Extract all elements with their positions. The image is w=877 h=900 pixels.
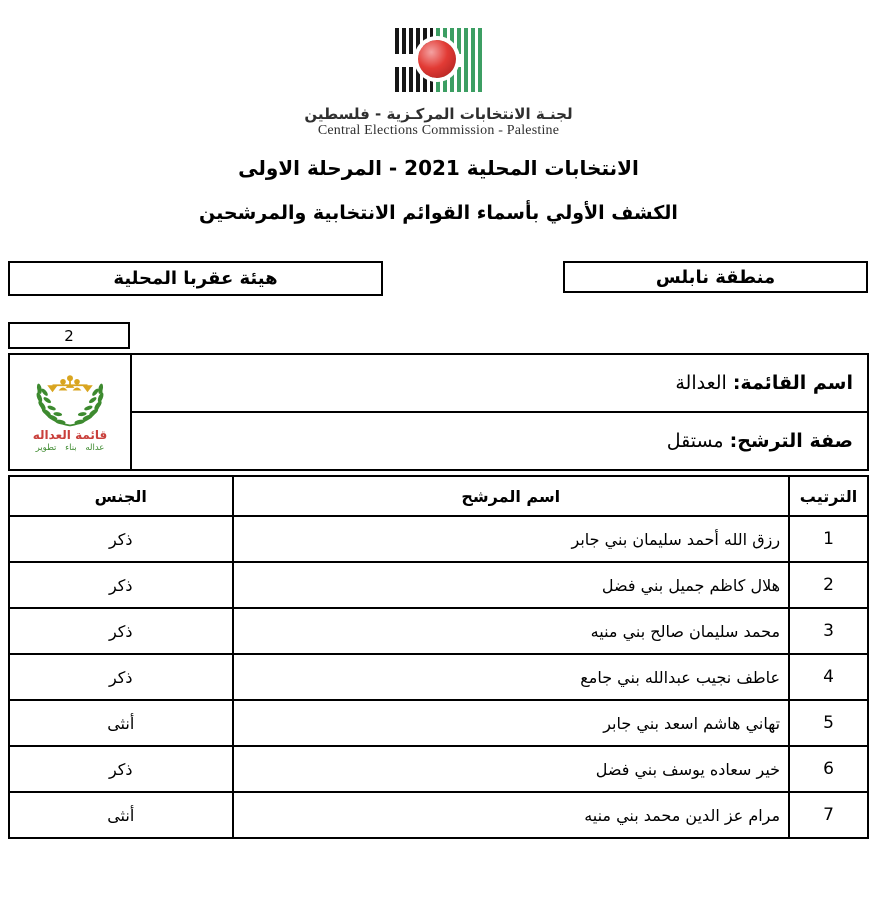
gender-cell: أنثى <box>9 792 233 838</box>
rank-cell: 5 <box>789 700 868 746</box>
document-subtitle: الكشف الأولي بأسماء القوائم الانتخابية والمرشحين <box>199 202 678 224</box>
commission-name-arabic: لجنـة الانتخابات المركـزية - فلسطين <box>304 105 573 123</box>
locality-box: هيئة عقربا المحلية <box>8 261 383 296</box>
list-name-label: اسم القائمة: <box>732 372 853 394</box>
gender-cell: ذكر <box>9 654 233 700</box>
rank-cell: 3 <box>789 608 868 654</box>
candidate-name-cell: تهاني هاشم اسعد بني جابر <box>233 700 790 746</box>
candidate-row <box>9 746 868 792</box>
candidacy-type-row <box>132 413 867 469</box>
candidate-row <box>9 562 868 608</box>
gender-cell: ذكر <box>9 562 233 608</box>
table-header-row <box>9 476 868 516</box>
list-number-box: 2 <box>8 322 130 349</box>
rank-cell: 6 <box>789 746 868 792</box>
name-column-header: اسم المرشح <box>233 476 790 516</box>
justice-list-logo-slogan: عداله بناء تطوير <box>35 443 105 454</box>
gender-cell: ذكر <box>9 608 233 654</box>
commission-name-english: Central Elections Commission - Palestine <box>317 123 560 138</box>
candidate-row <box>9 700 868 746</box>
gender-column-header: الجنس <box>9 476 233 516</box>
cec-logo-icon <box>395 28 483 92</box>
rank-cell: 7 <box>789 792 868 838</box>
candidate-name-cell: عاطف نجيب عبدالله بني جامع <box>233 654 790 700</box>
candidate-row <box>9 608 868 654</box>
district-box: منطقة نابلس <box>563 261 868 293</box>
candidate-row <box>9 516 868 562</box>
candidate-name-cell: رزق الله أحمد سليمان بني جابر <box>233 516 790 562</box>
list-info-rows <box>132 355 867 469</box>
candidate-name-cell: خير سعاده يوسف بني فضل <box>233 746 790 792</box>
list-name-value: العدالة <box>675 372 727 394</box>
document-title: الانتخابات المحلية 2021 - المرحلة الاولى <box>238 156 639 180</box>
candidacy-type-value: مستقل <box>666 430 724 452</box>
rank-column-header: الترتيب <box>789 476 868 516</box>
justice-wreath-icon <box>26 373 114 429</box>
candidate-row <box>9 792 868 838</box>
rank-cell: 4 <box>789 654 868 700</box>
candidate-name-cell: محمد سليمان صالح بني منيه <box>233 608 790 654</box>
justice-list-logo-cell <box>10 355 132 469</box>
list-name-row <box>132 355 867 413</box>
rank-cell: 1 <box>789 516 868 562</box>
candidate-row <box>9 654 868 700</box>
gender-cell: ذكر <box>9 746 233 792</box>
gender-cell: أنثى <box>9 700 233 746</box>
gender-cell: ذكر <box>9 516 233 562</box>
candidates-table <box>8 475 869 839</box>
cec-header <box>0 28 877 139</box>
rank-cell: 2 <box>789 562 868 608</box>
list-info-section <box>8 353 869 471</box>
candidate-name-cell: مرام عز الدين محمد بني منيه <box>233 792 790 838</box>
justice-list-logo-title: قائمة العداله <box>32 427 108 442</box>
candidate-name-cell: هلال كاظم جميل بني فضل <box>233 562 790 608</box>
cec-logo-red-sphere <box>418 40 456 78</box>
candidacy-type-label: صفة الترشح: <box>729 430 853 452</box>
